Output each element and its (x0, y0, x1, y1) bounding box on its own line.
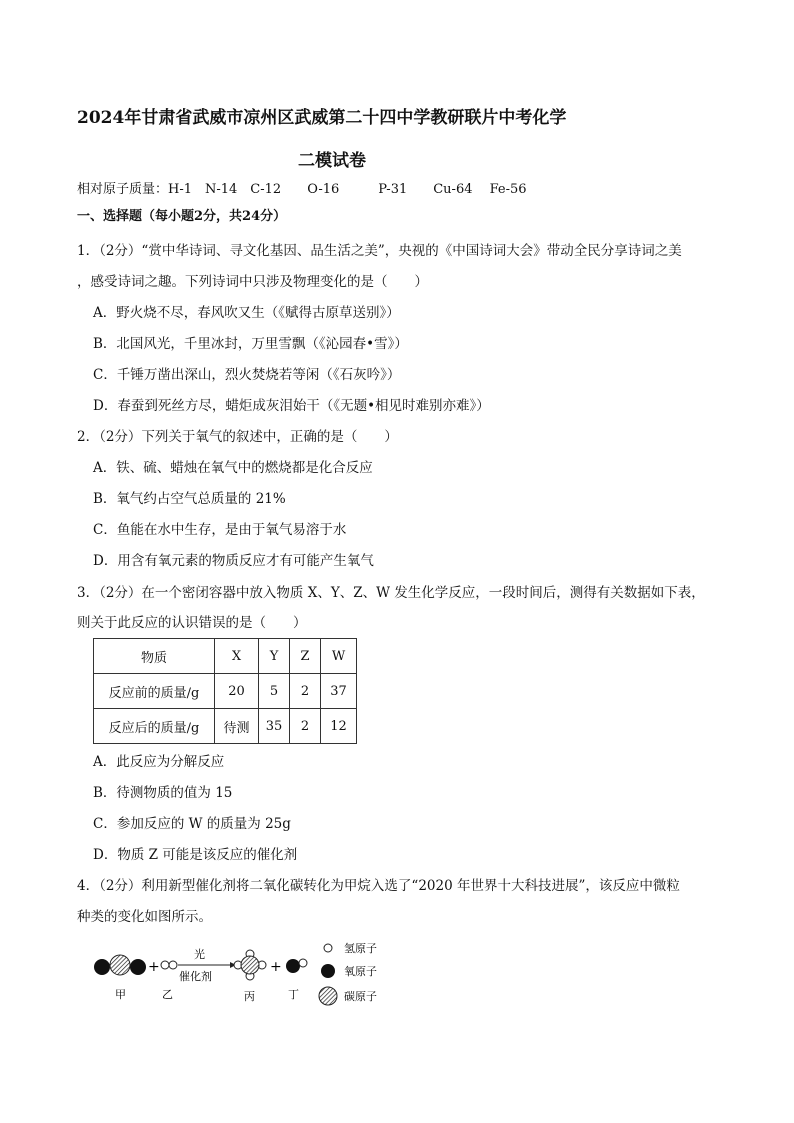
question-4-line-2: 种类的变化如图所示。 (77, 909, 212, 925)
table-cell: 反应前的质量/g (94, 674, 215, 709)
reaction-diagram (90, 938, 410, 1010)
oxygen-atom (130, 959, 146, 975)
question-1-line-1: 1．（2分）“赏中华诗词、寻文化基因、品生活之美”，央视的《中国诗词大会》带动全民分享诗词之美 (77, 243, 682, 259)
molecule-yi (161, 961, 177, 969)
label-ding: 丁 (288, 988, 299, 1001)
atomic-masses: 相对原子质量：H-1 N-14 C-12 O-16 P-31 Cu-64 Fe-56 (77, 182, 527, 197)
question-2-option-a: A．铁、硫、蜡烛在氧气中的燃烧都是化合反应 (93, 460, 373, 476)
legend (319, 941, 377, 1005)
oxygen-atom (286, 959, 300, 973)
table-cell: 12 (321, 709, 357, 744)
legend-hydrogen-label: 氢原子 (344, 942, 377, 955)
table-cell: X (215, 639, 259, 674)
question-1-option-d: D．春蚕到死丝方尽，蜡炬成灰泪始干（《无题•相见时难别亦难》） (93, 398, 490, 414)
question-1-line-2: ，感受诗词之趣。下列诗词中只涉及物理变化的是（ ） (77, 274, 428, 290)
carbon-atom (241, 956, 259, 974)
question-3-option-d: D．物质 Z 可能是该反应的催化剂 (93, 847, 298, 863)
molecule-jia (94, 955, 146, 975)
table-cell: 物质 (94, 639, 215, 674)
table-cell: 反应后的质量/g (94, 709, 215, 744)
label-jia: 甲 (115, 988, 126, 1001)
condition-light: 光 (194, 948, 205, 961)
question-2-line-1: 2．（2分）下列关于氧气的叙述中，正确的是（ ） (77, 429, 398, 445)
data-table (93, 638, 357, 744)
hydrogen-atom (161, 961, 169, 969)
title-line-1: 2024年甘肃省武威市凉州区武威第二十四中学教研联片中考化学 (77, 108, 567, 128)
legend-hydrogen-icon (324, 944, 332, 952)
table-cell: 20 (215, 674, 259, 709)
hydrogen-atom (299, 959, 307, 967)
table-cell: 待测 (215, 709, 259, 744)
question-3-option-a: A．此反应为分解反应 (93, 754, 225, 770)
carbon-atom (110, 955, 130, 975)
question-1-option-b: B．北国风光，千里冰封，万里雪飘（《沁园春•雪》） (93, 336, 408, 352)
table-cell: 35 (259, 709, 290, 744)
label-yi: 乙 (162, 988, 173, 1001)
question-1-option-c: C．千锤万凿出深山，烈火焚烧若等闲（《石灰吟》） (93, 367, 401, 383)
legend-carbon-icon (319, 987, 337, 1005)
table-row (94, 639, 357, 674)
table-cell: 5 (259, 674, 290, 709)
question-3-option-c: C．参加反应的 W 的质量为 25g (93, 816, 291, 832)
plus-sign-2: + (270, 959, 282, 975)
plus-sign-1: + (148, 959, 160, 975)
hydrogen-atom (169, 961, 177, 969)
section-heading: 一、选择题（每小题2分，共24分） (77, 209, 287, 224)
label-bing: 丙 (244, 990, 255, 1003)
molecule-ding (286, 959, 307, 973)
condition-catalyst: 催化剂 (179, 970, 212, 983)
molecule-bing (234, 950, 266, 980)
question-3-line-1: 3．（2分）在一个密闭容器中放入物质 X、Y、Z、W 发生化学反应，一段时间后，测得有关数据如下表， (77, 585, 705, 601)
table-cell: W (321, 639, 357, 674)
table-cell: 37 (321, 674, 357, 709)
legend-oxygen-label: 氧原子 (344, 965, 377, 978)
table-cell: Y (259, 639, 290, 674)
question-3-line-2: 则关于此反应的认识错误的是（ ） (77, 615, 307, 631)
table-cell: Z (290, 639, 321, 674)
legend-carbon-label: 碳原子 (344, 990, 377, 1003)
table-cell: 2 (290, 709, 321, 744)
question-2-option-b: B．氧气约占空气总质量的 21% (93, 491, 286, 507)
question-3-option-b: B．待测物质的值为 15 (93, 785, 233, 801)
question-4-line-1: 4．（2分）利用新型催化剂将二氧化碳转化为甲烷入选了“2020 年世界十大科技进展”，该反应中微粒 (77, 878, 680, 894)
table-cell: 2 (290, 674, 321, 709)
table-row (94, 709, 357, 744)
oxygen-atom (94, 959, 110, 975)
question-1-option-a: A．野火烧不尽，春风吹又生（《赋得古原草送别》） (93, 305, 400, 321)
legend-oxygen-icon (321, 964, 335, 978)
question-2-option-c: C．鱼能在水中生存，是由于氧气易溶于水 (93, 522, 347, 538)
table-row (94, 674, 357, 709)
title-line-2: 二模试卷 (298, 151, 366, 171)
question-2-option-d: D．用含有氧元素的物质反应才有可能产生氧气 (93, 553, 374, 569)
